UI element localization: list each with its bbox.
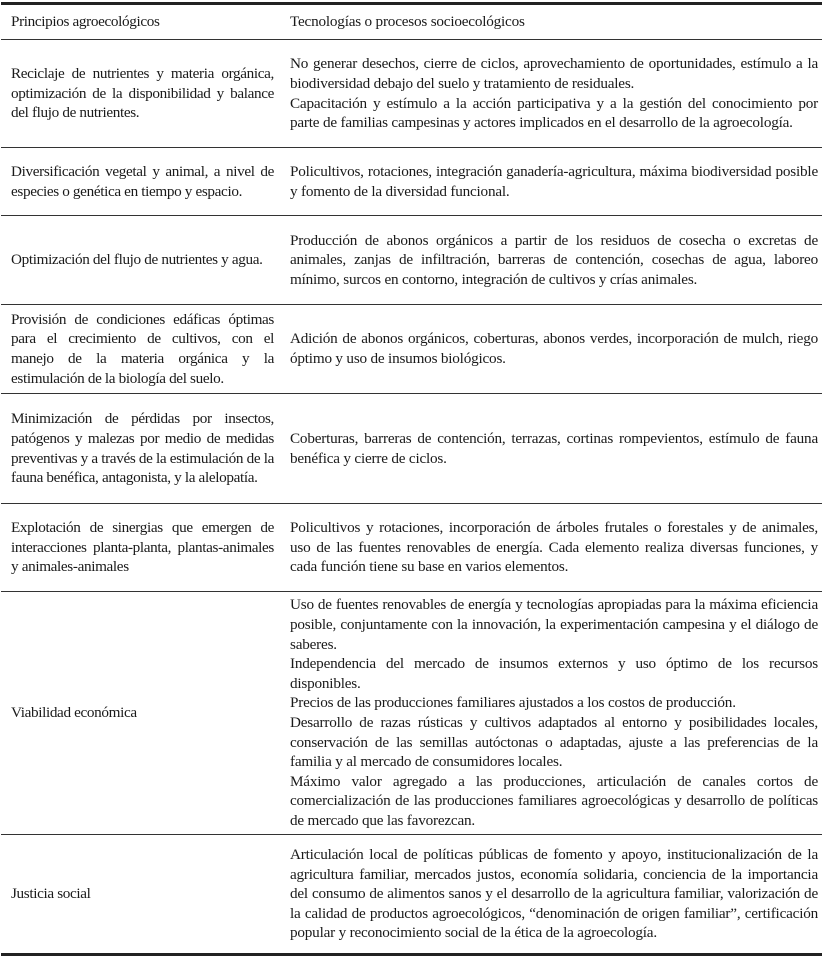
principles-table xyxy=(1,2,822,956)
technology-text: Policultivos y rotaciones, incorporación de árboles frutales o forestales y de animales, uso de las fuentes renovables de energía. Cada elemento realiza diversas funciones, y cada función tiene su base en varios elementos. xyxy=(290,519,818,576)
principle-text: Minimización de pérdidas por insectos, patógenos y malezas por medio de medidas preventivas y a través de la estimulación de la fauna benéfica, antagonista, y la alelopatía. xyxy=(11,410,274,487)
table-row xyxy=(1,216,822,305)
technology-text: Desarrollo de razas rústicas y cultivos adaptados al entorno y posibilidades locales, conservación de las semillas autóctonas o adaptadas, ajuste a las preferencias de la familia y al mercado de consumidores locales. xyxy=(290,714,818,771)
technology-text: Coberturas, barreras de contención, terrazas, cortinas rompevientos, estímulo de fauna benéfica y cierre de ciclos. xyxy=(290,429,818,467)
header-principles xyxy=(1,5,280,39)
principle-cell xyxy=(1,394,280,503)
table-row xyxy=(1,305,822,394)
technology-text: Uso de fuentes renovables de energía y tecnologías apropiadas para la máxima eficiencia posible, conjuntamente con la innovación, la experimentación campesina y el diálogo de saberes. xyxy=(290,596,818,653)
technology-text: Precios de las producciones familiares ajustados a los costos de producción. xyxy=(290,694,736,712)
principle-text: Reciclaje de nutrientes y materia orgánica, optimización de la disponibilidad y balance del flujo de nutrientes. xyxy=(11,65,274,122)
technology-cell xyxy=(280,148,822,215)
header-technologies xyxy=(280,5,822,39)
technology-cell xyxy=(280,504,822,591)
principle-cell xyxy=(1,305,280,393)
principle-text: Provisión de condiciones edáficas óptimas para el crecimiento de cultivos, con el manejo de la materia orgánica y la estimulación de la biología del suelo. xyxy=(11,310,274,387)
table-row xyxy=(1,148,822,216)
principle-cell xyxy=(1,835,280,953)
principle-text: Diversificación vegetal y animal, a nivel de especies o genética en tiempo y espacio. xyxy=(11,162,274,200)
table-row xyxy=(1,40,822,148)
technology-text: Máximo valor agregado a las producciones, articulación de canales cortos de comercialización de las producciones familiares agroecológicas y desarrollo de políticas de mercado que las favorezcan. xyxy=(290,772,818,829)
principle-cell xyxy=(1,592,280,834)
technology-cell xyxy=(280,40,822,147)
technology-text: Policultivos, rotaciones, integración ganadería-agricultura, máxima biodiversidad posible y fomento de la diversidad funcional. xyxy=(290,162,818,200)
principle-text: Justicia social xyxy=(11,885,91,903)
technology-text: Producción de abonos orgánicos a partir de los residuos de cosecha o excretas de animales, zanjas de infiltración, barreras de contención, cosechas de agua, laboreo mínimo, surcos en contorno, integración de cultivos y crías animales. xyxy=(290,231,818,288)
principle-cell xyxy=(1,504,280,591)
technology-cell xyxy=(280,835,822,953)
technology-text: Articulación local de políticas públicas de fomento y apoyo, institucionalización de la agricultura familiar, mercados justos, economía solidaria, conciencia de la importancia del consumo de alimentos sanos y el desarrollo de la agricultura familiar, valorización de la calidad de productos agroecológicos, “denominación de origen familiar”, certificación popular y reconocimiento social de la ética de la agroecología. xyxy=(290,846,818,942)
technology-cell xyxy=(280,394,822,503)
table-row xyxy=(1,504,822,592)
principle-text: Viabilidad económica xyxy=(11,704,137,722)
principle-text: Optimización del flujo de nutrientes y agua. xyxy=(11,251,263,269)
principle-cell xyxy=(1,148,280,215)
header-principles-label: Principios agroecológicos xyxy=(11,13,160,31)
technology-text: Capacitación y estímulo a la acción participativa y a la gestión del conocimiento por parte de familias campesinas y actores implicados en el desarrollo de la agroecología. xyxy=(290,94,818,132)
principle-cell xyxy=(1,40,280,147)
technology-cell xyxy=(280,592,822,834)
principle-text: Explotación de sinergias que emergen de interacciones planta-planta, plantas-animales y animales-animales xyxy=(11,519,274,576)
technology-cell xyxy=(280,305,822,393)
technology-text: Independencia del mercado de insumos externos y uso óptimo de los recursos disponibles. xyxy=(290,655,818,692)
principle-cell xyxy=(1,216,280,304)
table-row xyxy=(1,592,822,835)
header-technologies-label: Tecnologías o procesos socioecológicos xyxy=(290,13,525,31)
table-row xyxy=(1,835,822,956)
table-row xyxy=(1,394,822,504)
technology-text: No generar desechos, cierre de ciclos, aprovechamiento de oportunidades, estímulo a la biodiversidad debajo del suelo y tratamiento de residuales. xyxy=(290,55,818,92)
technology-text: Adición de abonos orgánicos, coberturas, abonos verdes, incorporación de mulch, riego óptimo y uso de insumos biológicos. xyxy=(290,330,818,367)
table-header-row xyxy=(1,5,822,40)
technology-cell xyxy=(280,216,822,304)
